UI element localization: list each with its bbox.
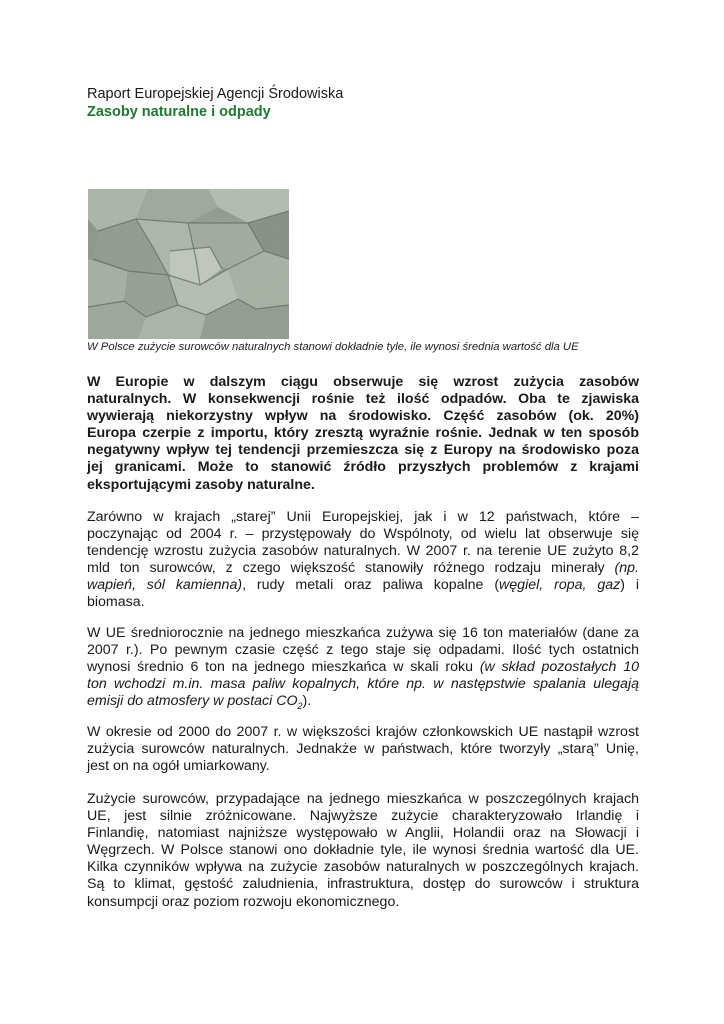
paragraph-line: Są to klimat, gęstość zaludnienia, infrastruktura, dostęp do surowców i struktura xyxy=(87,876,639,893)
paragraph-line: 2007 r.). Po pewnym czasie część z tego staje się odpadami. Ilość tych ostatnich xyxy=(87,642,639,659)
lead-line: eksportującymi zasoby naturalne. xyxy=(87,476,315,493)
text-run: , rudy metali oraz paliwa kopalne ( xyxy=(242,577,500,594)
paragraph-line: Kilka czynników wpływa na zużycie zasobów naturalnych w poszczególnych krajach. xyxy=(87,859,639,876)
paragraph-line: UE, jest silnie zróżnicowane. Najwyższe zużycie charakteryzowało Irlandię i xyxy=(87,808,639,825)
body-paragraph-3 xyxy=(87,724,639,775)
text-run: wynosi średnio 6 ton na jednego mieszkańca w skali roku xyxy=(87,659,480,676)
paragraph-line: tendencję wzrostu zużycia zasobów naturalnych. W 2007 r. na terenie UE zużyto 8,2 xyxy=(87,543,639,560)
paragraph-line: zużycia surowców naturalnych. Jednakże w państwach, które tworzyły „starą” Unię, xyxy=(87,741,639,758)
body-paragraph-4 xyxy=(87,791,639,911)
report-org-title: Raport Europejskiej Agencji Środowiska xyxy=(87,86,344,102)
figure-caption: W Polsce zużycie surowców naturalnych stanowi dokładnie tyle, ile wynosi średnia wartość dla UE xyxy=(87,341,579,353)
lead-paragraph xyxy=(87,374,639,494)
paragraph-line: konsumpcji oraz poziom rozwoju ekonomicznego. xyxy=(87,893,400,910)
rock-photo xyxy=(88,189,289,339)
paragraph-line: Zarówno w krajach „starej” Unii Europejskiej, jak i w 12 państwach, które – xyxy=(87,509,639,525)
italic-run: wapień, sól kamienna) xyxy=(87,577,243,594)
text-run: mld ton surowców, z czego większość stanowiły różnego rodzaju minerały xyxy=(87,560,615,577)
lead-line: Europa czerpie z importu, który zresztą wyraźnie rośnie. Jednak w ten sposób xyxy=(87,425,639,442)
text-run: ). xyxy=(302,693,312,710)
body-paragraph-2 xyxy=(87,625,639,715)
report-subtitle: Zasoby naturalne i odpady xyxy=(87,104,271,120)
paragraph-line: poczynając od 2004 r. – przystępowały do Wspólnoty, od wielu lat obserwuje się xyxy=(87,526,639,543)
paragraph-line xyxy=(87,577,639,594)
lead-line: jej granicami. Może to stanowić źródło przyszłych problemów z krajami xyxy=(87,459,639,476)
body-paragraph-1 xyxy=(87,509,639,612)
paragraph-line: biomasa. xyxy=(87,594,145,611)
subscript: 2 xyxy=(297,701,303,712)
lead-line: wywierają niekorzystny wpływ na środowisko. Część zasobów (ok. 20%) xyxy=(87,408,639,425)
paragraph-line: Węgrzech. W Polsce stanowi ono dokładnie tyle, ile wynosi średnia wartość dla UE. xyxy=(87,842,639,859)
paragraph-line: Zużycie surowców, przypadające na jednego mieszkańca w poszczególnych krajach xyxy=(87,791,639,807)
paragraph-line xyxy=(87,676,639,693)
paragraph-line xyxy=(87,560,639,577)
italic-run: (w skład pozostałych 10 xyxy=(479,659,639,676)
italic-run: (np. xyxy=(614,560,639,577)
italic-run: węgiel, ropa, gaz xyxy=(499,577,621,594)
lead-line: negatywny wpływ tej tendencji przemieszcza się z Europy na środowisko poza xyxy=(87,442,639,459)
italic-run: emisji do atmosfery w postaci CO xyxy=(87,693,298,710)
lead-line: naturalnych. W konsekwencji rośnie też ilość odpadów. Oba te zjawiska xyxy=(87,391,639,408)
paragraph-line xyxy=(87,659,639,676)
paragraph-line: W okresie od 2000 do 2007 r. w większości krajów członkowskich UE nastąpił wzrost xyxy=(87,724,639,740)
text-run: ) i xyxy=(620,577,639,594)
italic-run: ton wchodzi m.in. masa paliw kopalnych, które np. w następstwie spalania ulegają xyxy=(87,676,639,693)
paragraph-line xyxy=(87,693,639,715)
rock-photo-icon xyxy=(88,189,289,339)
lead-line: W Europie w dalszym ciągu obserwuje się wzrost zużycia zasobów xyxy=(87,374,639,390)
paragraph-line: jest on na ogół umiarkowany. xyxy=(87,758,270,775)
paragraph-line: W UE średniorocznie na jednego mieszkańca zużywa się 16 ton materiałów (dane za xyxy=(87,625,639,641)
paragraph-line: Finlandię, natomiast najniższe występowało w Anglii, Holandii oraz na Słowacji i xyxy=(87,825,639,842)
